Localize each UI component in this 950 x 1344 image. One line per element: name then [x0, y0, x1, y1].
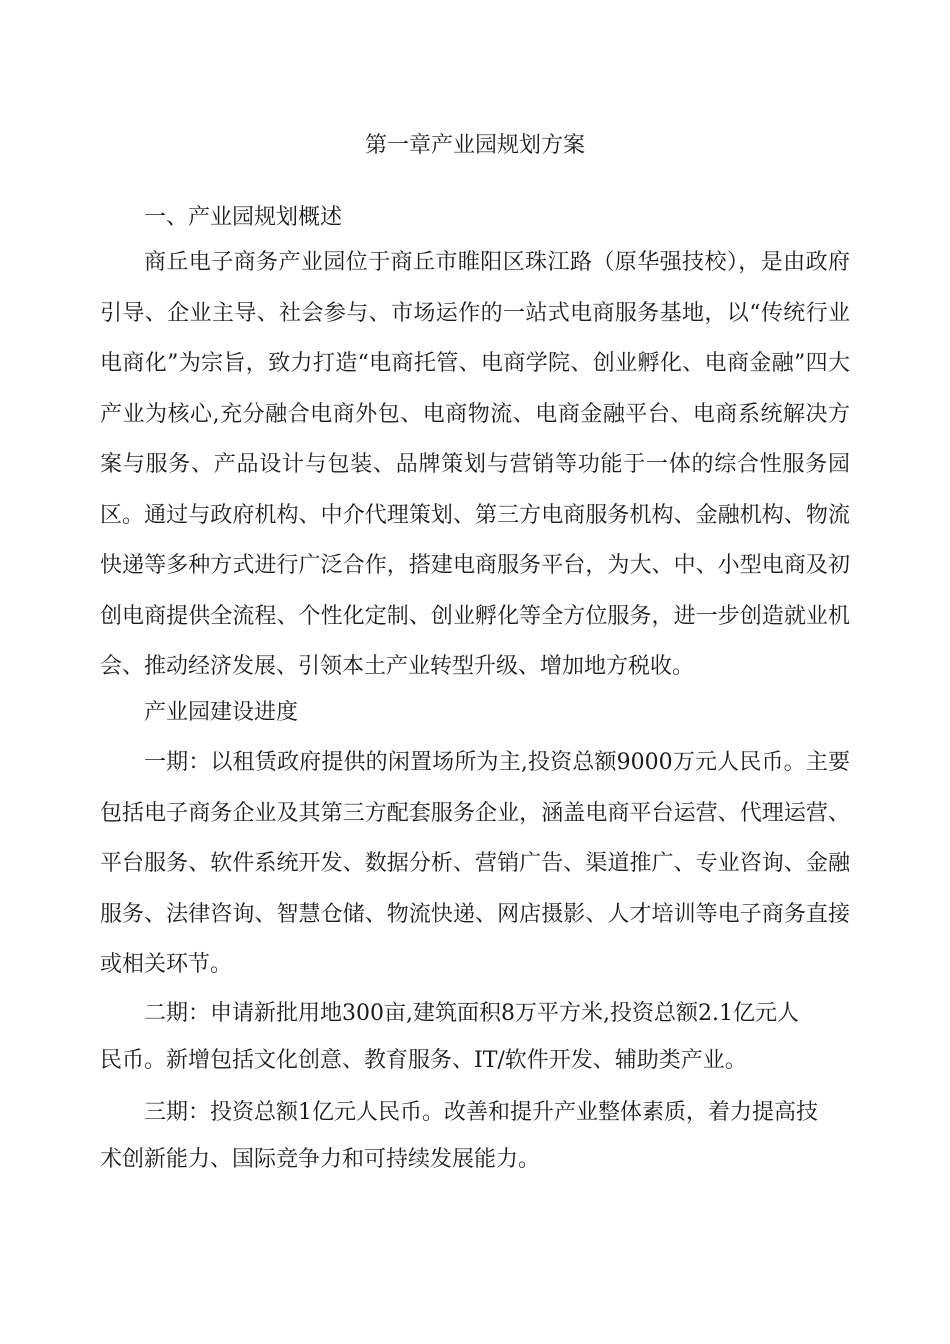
phase2-paragraph: 二期：申请新批用地300亩,建筑面积8万平方米,投资总额2.1亿元人民币。新增包括文化创意、教育服务、IT/软件开发、辅助类产业。 — [100, 1001, 799, 1073]
section-heading-progress: 产业园建设进度 — [144, 700, 299, 725]
section-heading-overview: 一、产业园规划概述 — [144, 205, 343, 230]
overview-paragraph: 商丘电子商务产业园位于商丘市睢阳区珠江路（原华强技校），是由政府引导、企业主导、社会参与、市场运作的一站式电商服务基地，以“传统行业电商化”为宗旨，致力打造“电商托管、电商学院、创业孵化、电商金融”四大产业为核心,充分融合电商外包、电商物流、电商金融平台、电商系统解决方案与服务、产品设计与包装、品牌策划与营销等功能于一体的综合性服务园区。通过与政府机构、中介代理策划、第三方电商服务机构、金融机构、物流快递等多种方式进行广泛合作，搭建电商服务平台，为大、中、小型电商及初创电商提供全流程、个性化定制、创业孵化等全方位服务，进一步创造就业机会、推动经济发展、引领本土产业转型升级、增加地方税收。 — [100, 250, 850, 679]
phase1-paragraph: 一期：以租赁政府提供的闲置场所为主,投资总额9000万元人民币。主要包括电子商务企业及其第三方配套服务企业，涵盖电商平台运营、代理运营、平台服务、软件系统开发、数据分析、营销广告、渠道推广、专业咨询、金融服务、法律咨询、智慧仓储、物流快递、网店摄影、人才培训等电子商务直接或相关环节。 — [100, 750, 850, 977]
phase3-paragraph: 三期：投资总额1亿元人民币。改善和提升产业整体素质，着力提高技术创新能力、国际竞争力和可持续发展能力。 — [100, 1100, 818, 1172]
chapter-title: 第一章产业园规划方案 — [364, 133, 585, 158]
